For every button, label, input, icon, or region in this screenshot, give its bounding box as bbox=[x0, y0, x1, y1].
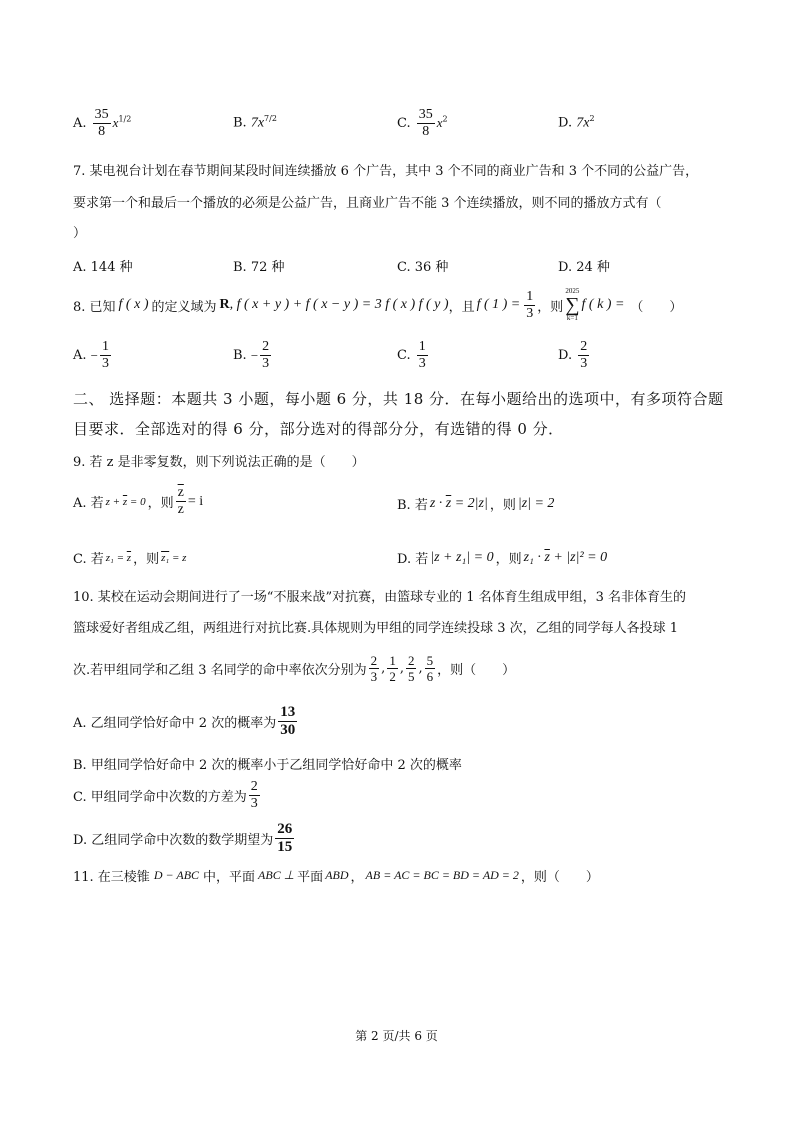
q9-option-c: C. 若 $z_1 = \overline{z}$ ，则 z₁ = z bbox=[73, 551, 187, 567]
q10-option-d: D. 乙组同学命中次数的数学期望为 $\frac{26}{15}$ bbox=[73, 821, 293, 855]
q7-option-a: A. 144 种 bbox=[73, 260, 133, 275]
q9-stem: 9. 若 z 是非零复数，则下列说法正确的是（ ） bbox=[73, 455, 365, 470]
q8-option-d: D. $\frac{2}{3}$ bbox=[558, 339, 588, 371]
q10-option-c: C. 甲组同学命中次数的方差为 $\frac{2}{3}$ bbox=[73, 779, 258, 811]
section2-line2: 目要求．全部选对的得 6 分，部分选对的得部分分，有选错的得 0 分． bbox=[73, 420, 564, 438]
q8-stem: 8. 已知 f ( x ) 的定义域为 R, f ( x + y ) + f ( x − y ) = 3 f ( x ) f ( y ) ，且 f ( 1 ) = $\frac{1}{3}$ ，则 2025 ∑ k=1 f ( k ) = （ ） bbox=[73, 287, 683, 322]
q6-option-c: C. $\frac{35}{8}$ $x^2$ bbox=[397, 107, 448, 139]
q6-option-a: A. $\frac{35}{8}$ $x^{1/2}$ bbox=[73, 107, 132, 139]
q10-line3: 次.若甲组同学和乙组 3 名同学的命中率依次分别为 $\frac{2}{3}$ , $\frac{1}{2}$ , $\frac{2}{5}$ , $\frac{5}{6}$ ，则（ ） bbox=[73, 653, 516, 684]
q6-option-b: B. $7x^{7/2}$ bbox=[233, 114, 277, 131]
q11-stem: 11. 在三棱锥 D − ABC 中，平面 ABC ⊥ 平面 ABD ， AB = AC = BC = BD = AD = 2 ，则（ ） bbox=[73, 868, 599, 885]
q10-option-a: A. 乙组同学恰好命中 2 次的概率为 $\frac{13}{30}$ bbox=[73, 704, 296, 738]
q10-line2: 篮球爱好者组成乙组，两组进行对抗比赛.具体规则为甲组的同学连续投球 3 次，乙组的同学每人各投球 1 bbox=[73, 621, 679, 636]
q8-option-b: B. − $\frac{2}{3}$ bbox=[233, 339, 270, 371]
q7-option-d: D. 24 种 bbox=[558, 260, 610, 275]
q9-option-a: A. 若 $z + \overline{z} = 0$ ，则 $\frac{\overline{z}}{z}$ = i bbox=[73, 485, 204, 517]
q6-option-d: D. $7x^2$ bbox=[558, 114, 595, 131]
q10-option-b: B. 甲组同学恰好命中 2 次的概率小于乙组同学恰好命中 2 次的概率 bbox=[73, 758, 462, 773]
q8-option-a: A. − $\frac{1}{3}$ bbox=[73, 339, 110, 371]
section2-line1: 二、 选择题：本题共 3 小题，每小题 6 分，共 18 分．在每小题给出的选项中，有多项符合题 bbox=[73, 390, 724, 408]
q7-line3: ） bbox=[73, 226, 87, 241]
page-footer: 第 2 页/共 6 页 bbox=[355, 1029, 438, 1043]
q7-line2: 要求第一个和最后一个播放的必须是公益广告，且商业广告不能 3 个连续播放，则不同的播放方式有（ bbox=[73, 196, 662, 211]
q7-option-b: B. 72 种 bbox=[233, 260, 285, 275]
q7-line1: 7. 某电视台计划在春节期间某段时间连续播放 6 个广告，其中 3 个不同的商业广告和 3 个不同的公益广告， bbox=[73, 164, 699, 179]
q10-line1: 10. 某校在运动会期间进行了一场“不服来战”对抗赛，由篮球专业的 1 名体育生组成甲组，3 名非体育生的 bbox=[73, 590, 687, 605]
q9-option-b: B. 若 $z \cdot \overline{z} = 2|z|$ ，则 |z| = 2 bbox=[397, 495, 555, 513]
q9-option-d: D. 若 |z + z₁| = 0 ，则 $z_1 \cdot \overline{z} + |z|^2 = 0$ bbox=[397, 549, 608, 567]
q8-option-c: C. $\frac{1}{3}$ bbox=[397, 339, 426, 371]
q7-option-c: C. 36 种 bbox=[397, 260, 449, 275]
